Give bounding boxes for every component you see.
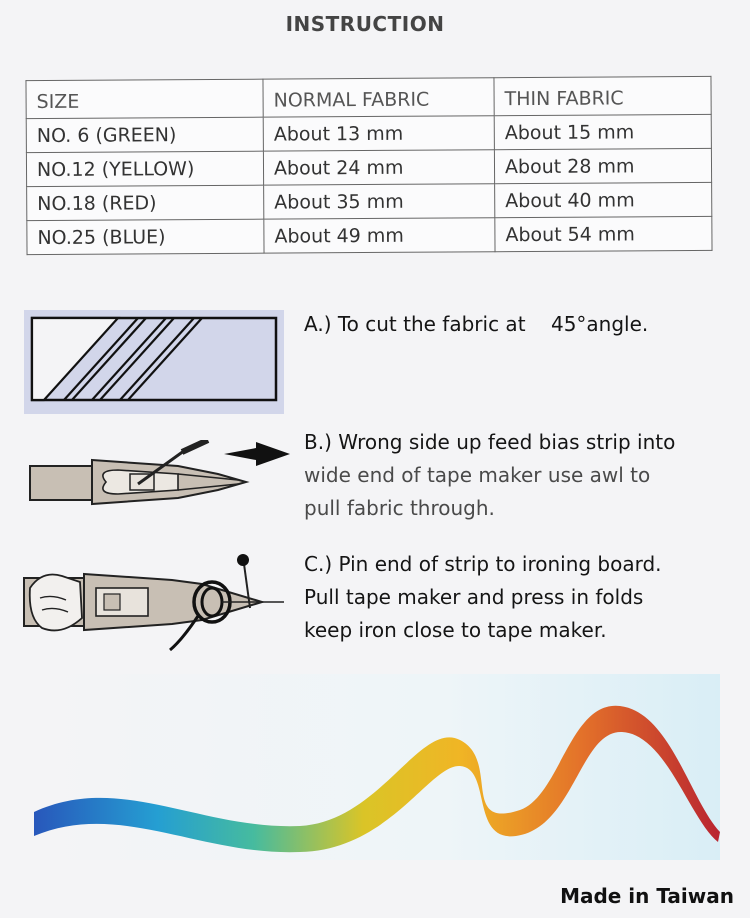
table-cell: About 40 mm — [495, 182, 712, 217]
step-c — [304, 548, 662, 647]
ribbon-illustration — [0, 660, 750, 870]
table-cell: NO. 6 (GREEN) — [26, 117, 263, 152]
table-header-row — [26, 76, 711, 118]
tape-maker-iron-icon — [22, 548, 288, 656]
table-cell: About 28 mm — [494, 148, 711, 183]
tape-maker-awl-icon — [28, 440, 292, 516]
table-cell: NO.18 (RED) — [27, 185, 264, 220]
table-header-cell: SIZE — [26, 79, 263, 118]
table-cell: About 49 mm — [264, 218, 495, 253]
step-b-line-2: wide end of tape maker use awl to — [304, 463, 651, 487]
step-b-line-1: B.) Wrong side up feed bias strip into — [304, 430, 676, 454]
step-a — [304, 308, 648, 341]
table-row — [26, 148, 711, 186]
table-cell: About 13 mm — [263, 116, 494, 151]
table-row — [26, 114, 711, 152]
table-cell: NO.12 (YELLOW) — [26, 151, 263, 186]
size-table — [25, 76, 712, 255]
step-a-line-1: A.) To cut the fabric at 45°angle. — [304, 312, 649, 336]
made-in-label: Made in Taiwan — [560, 884, 734, 908]
table-row — [27, 182, 712, 220]
fabric-cut-diagram-icon — [24, 310, 284, 414]
step-c-line-1: C.) Pin end of strip to ironing board. — [304, 552, 662, 576]
table-header-cell: THIN FABRIC — [494, 76, 711, 115]
table-cell: About 54 mm — [495, 216, 712, 251]
table-cell: About 24 mm — [263, 150, 494, 185]
page-title: INSTRUCTION — [285, 12, 445, 36]
table-cell: About 35 mm — [264, 184, 495, 219]
step-c-line-3: keep iron close to tape maker. — [304, 618, 607, 642]
step-c-line-2: Pull tape maker and press in folds — [304, 585, 644, 609]
table-header-cell: NORMAL FABRIC — [263, 78, 494, 117]
table-row — [27, 216, 712, 254]
step-b-line-3: pull fabric through. — [304, 496, 495, 520]
table-cell: NO.25 (BLUE) — [27, 219, 264, 254]
step-b — [304, 426, 675, 525]
table-cell: About 15 mm — [494, 114, 711, 149]
